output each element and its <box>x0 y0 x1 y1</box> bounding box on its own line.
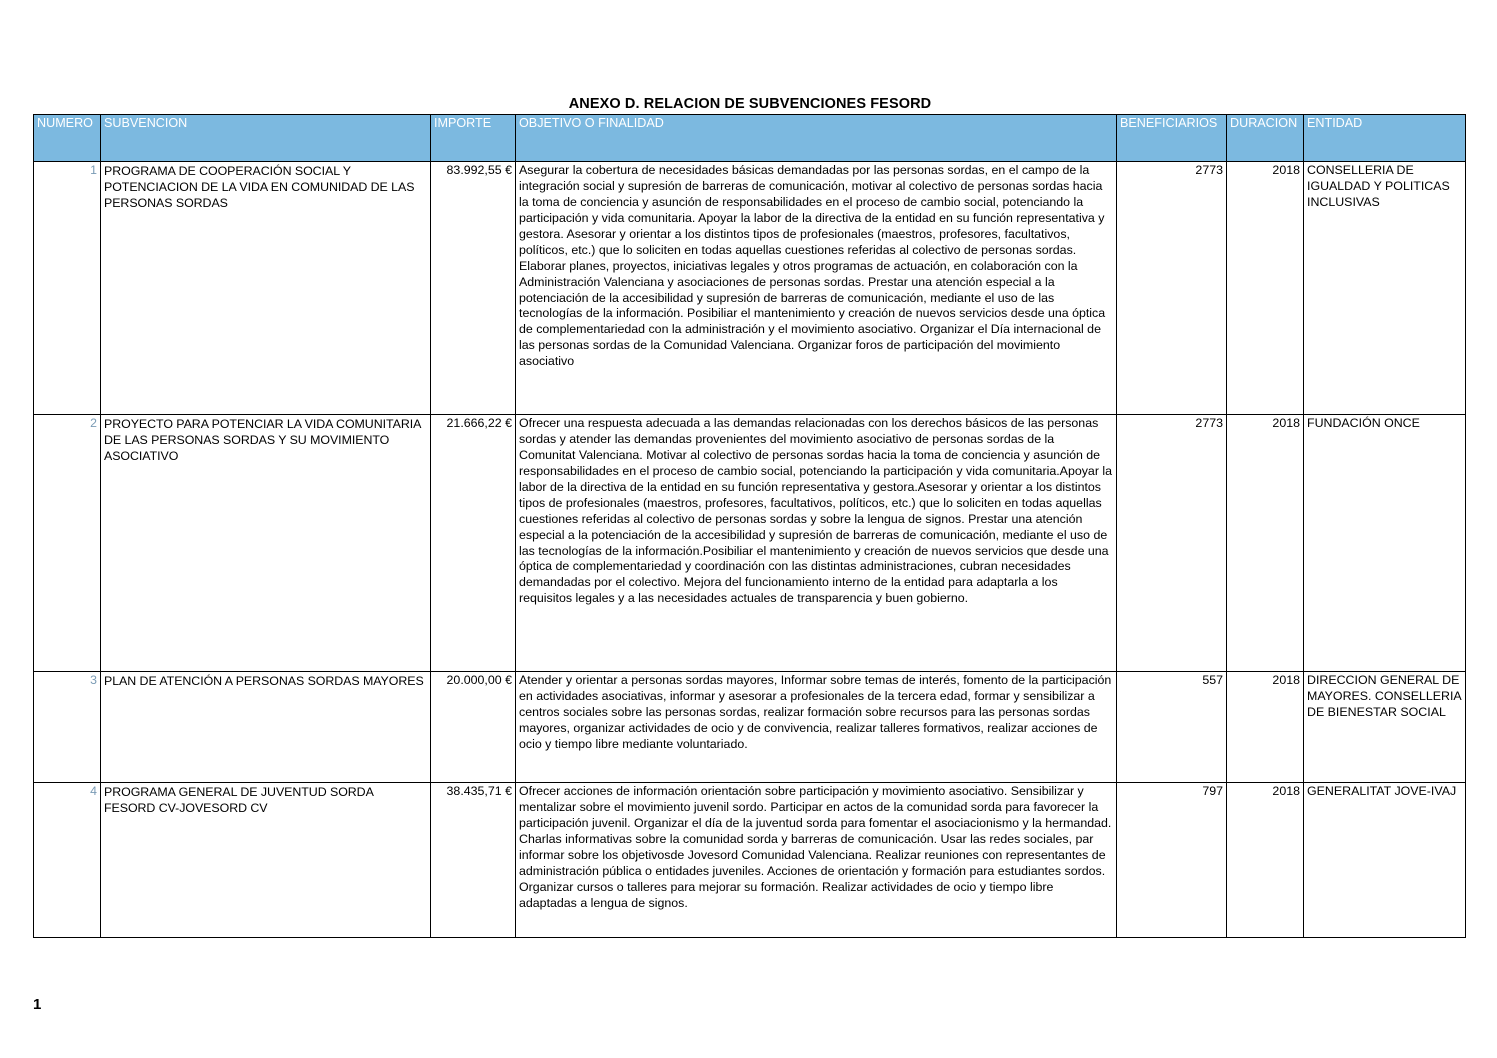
cell-beneficiarios: 2773 <box>1117 415 1227 672</box>
page-title: ANEXO D. RELACION DE SUBVENCIONES FESORD <box>568 96 932 112</box>
page-number: 1 <box>33 996 42 1013</box>
cell-beneficiarios: 797 <box>1117 783 1227 938</box>
cell-numero: 3 <box>34 672 101 783</box>
cell-duracion: 2018 <box>1227 415 1304 672</box>
cell-entidad: DIRECCION GENERAL DE MAYORES. CONSELLERIA DE BIENESTAR SOCIAL <box>1304 672 1466 783</box>
cell-importe: 83.992,55 € <box>431 162 516 415</box>
cell-duracion: 2018 <box>1227 162 1304 415</box>
cell-numero: 1 <box>34 162 101 415</box>
table-row <box>34 672 1466 783</box>
cell-beneficiarios: 557 <box>1117 672 1227 783</box>
cell-entidad: GENERALITAT JOVE-IVAJ <box>1304 783 1466 938</box>
cell-importe: 38.435,71 € <box>431 783 516 938</box>
cell-subvencion: PROYECTO PARA POTENCIAR LA VIDA COMUNITARIA DE LAS PERSONAS SORDAS Y SU MOVIMIENTO ASOCIATIVO <box>101 415 431 672</box>
column-header-importe: IMPORTE <box>431 115 516 162</box>
cell-objetivo: Asegurar la cobertura de necesidades básicas demandadas por las personas sordas, en el campo de la integración social y supresión de barreras de comunicación, motivar al colectivo de personas sordas hacia la toma de conciencia y asunción de responsabilidades en el proceso de cambio social, potenciando la participación y vida comunitaria. Apoyar la labor de la directiva de la entidad en su función representativa y gestora. Asesorar y orientar a los distintos tipos de profesionales (maestros, profesores, facultativos, políticos, etc.) que lo soliciten en todas aquellas cuestiones referidas al colectivo de personas sordas. Elaborar planes, proyectos, iniciativas legales y otros programas de actuación, en colaboración con la Administración Valenciana y asociaciones de personas sordas. Prestar una atención especial a la potenciación de la accesibilidad y supresión de barreras de comunicación, mediante el uso de las tecnologías de la información. Posibiliar el mantenimiento y creación de nuevos servicios desde una óptica de complementariedad con la administración y el movimiento asociativo. Organizar el Día internacional de las personas sordas de la Comunidad Valenciana. Organizar foros de participación del movimiento asociativo <box>516 162 1117 415</box>
table-row <box>34 162 1466 415</box>
column-header-entidad: ENTIDAD <box>1304 115 1466 162</box>
column-header-numero: NUMERO <box>34 115 101 162</box>
cell-importe: 20.000,00 € <box>431 672 516 783</box>
cell-importe: 21.666,22 € <box>431 415 516 672</box>
cell-subvencion: PROGRAMA DE COOPERACIÓN SOCIAL Y POTENCIACION DE LA VIDA EN COMUNIDAD DE LAS PERSONAS SORDAS <box>101 162 431 415</box>
cell-entidad: FUNDACIÓN ONCE <box>1304 415 1466 672</box>
column-header-beneficiarios: BENEFICIARIOS <box>1117 115 1227 162</box>
table-row <box>34 783 1466 938</box>
table-row <box>34 415 1466 672</box>
column-header-duracion: DURACION <box>1227 115 1304 162</box>
cell-subvencion: PLAN DE ATENCIÓN A PERSONAS SORDAS MAYORES <box>101 672 431 783</box>
cell-entidad: CONSELLERIA DE IGUALDAD Y POLITICAS INCLUSIVAS <box>1304 162 1466 415</box>
cell-numero: 4 <box>34 783 101 938</box>
cell-subvencion: PROGRAMA GENERAL DE JUVENTUD SORDA FESORD CV-JOVESORD CV <box>101 783 431 938</box>
cell-objetivo: Atender y orientar a personas sordas mayores, Informar sobre temas de interés, fomento de la participación en actividades asociativas, informar y asesorar a profesionales de la tercera edad, formar y sensibilizar a centros sociales sobre las personas sordas, realizar formación sobre recursos para las personas sordas mayores, organizar actividades de ocio y de convivencia, realizar talleres formativos, realizar acciones de ocio y tiempo libre mediante voluntariado. <box>516 672 1117 783</box>
cell-duracion: 2018 <box>1227 672 1304 783</box>
cell-objetivo: Ofrecer una respuesta adecuada a las demandas relacionadas con los derechos básicos de las personas sordas y atender las demandas provenientes del movimiento asociativo de personas sordas de la Comunitat Valenciana. Motivar al colectivo de personas sordas hacia la toma de conciencia y asunción de responsabilidades en el proceso de cambio social, potenciando la participación y vida comunitaria.Apoyar la labor de la directiva de la entidad en su función representativa y gestora.Asesorar y orientar a los distintos tipos de profesionales (maestros, profesores, facultativos, políticos, etc.) que lo soliciten en todas aquellas cuestiones referidas al colectivo de personas sordas y sobre la lengua de signos. Prestar una atención especial a la potenciación de la accesibilidad y supresión de barreras de comunicación, mediante el uso de las tecnologías de la información.Posibiliar el mantenimiento y creación de nuevos servicios que desde una óptica de complementariedad y coordinación con las distintas administraciones, cubran necesidades demandadas por el colectivo. Mejora del funcionamiento interno de la entidad para adaptarla a los requisitos legales y a las necesidades actuales de transparencia y buen gobierno. <box>516 415 1117 672</box>
cell-duracion: 2018 <box>1227 783 1304 938</box>
cell-objetivo: Ofrecer acciones de información orientación sobre participación y movimiento asociativo. Sensibilizar y mentalizar sobre el movimiento juvenil sordo. Participar en actos de la comunidad sorda para favorecer la participación juvenil. Organizar el día de la juventud sorda para fomentar el asociacionismo y la hermandad. Charlas informativas sobre la comunidad sorda y barreras de comunicación. Usar las redes sociales, par informar sobre los objetivosde Jovesord Comunidad Valenciana. Realizar reuniones con representantes de administración pública o entidades juveniles. Acciones de orientación y formación para estudiantes sordos. Organizar cursos o talleres para mejorar su formación. Realizar actividades de ocio y tiempo libre adaptadas a lengua de signos. <box>516 783 1117 938</box>
table-header-row <box>34 115 1466 162</box>
subvenciones-table <box>33 114 1466 938</box>
column-header-subvencion: SUBVENCION <box>101 115 431 162</box>
cell-numero: 2 <box>34 415 101 672</box>
cell-beneficiarios: 2773 <box>1117 162 1227 415</box>
column-header-objetivo: OBJETIVO O FINALIDAD <box>516 115 1117 162</box>
